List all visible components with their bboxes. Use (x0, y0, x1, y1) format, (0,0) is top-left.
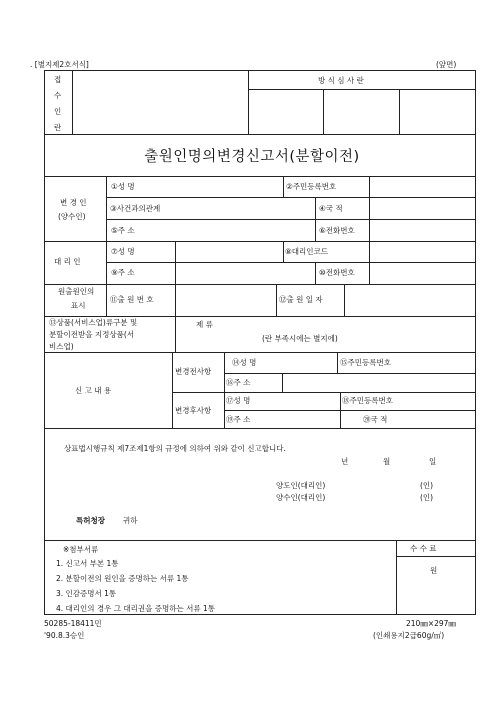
original-label-2: 표시 (71, 301, 86, 310)
goods-label-2: 분할이전받을 지정상품(서 (49, 330, 135, 339)
approval-date: '90.8.3승인 (44, 631, 85, 640)
before-change-label: 변경전사항 (175, 367, 212, 376)
after-name-label: ⑰성 명 (226, 396, 251, 405)
report-label: 신 고 내 용 (75, 386, 112, 395)
honorific: 귀하 (123, 516, 138, 525)
goods-note: (란 부족시에는 별지에) (262, 334, 338, 343)
fee-unit: 원 (430, 566, 438, 575)
paper-size: 210㎜×297㎜ (406, 619, 456, 628)
page-side-label: (앞면) (436, 60, 457, 69)
before-reg-label: ⑮주민등록번호 (340, 358, 391, 367)
form-code: 50285-18411민 (44, 619, 102, 628)
declaration-text: 상표법시행규칙 제7조제1항의 규정에 의하여 위와 같이 신고합니다. (64, 444, 286, 453)
date-day: 일 (429, 457, 437, 466)
attachment-item: 2. 분할이전의 원인을 증명하는 서류 1통 (56, 574, 189, 583)
app-no-label: ⑪출 원 번 호 (110, 295, 154, 304)
before-name-label: ⑭성 명 (232, 358, 257, 367)
form-number: . [별지제2호서식] (30, 60, 89, 69)
attachment-item: 1. 신고서 부본 1통 (56, 559, 119, 568)
applicant-relation-label: ③사건과의관계 (110, 204, 161, 213)
applicant-nationality-label: ④국 적 (319, 204, 343, 213)
goods-label-3: 비스업) (49, 342, 74, 351)
receipt-label-3: 인 (54, 107, 62, 116)
fee-label: 수 수 료 (410, 544, 437, 553)
goods-label-1: ⑬상품(서비스업)류구분 및 (49, 318, 138, 327)
agent-name-label: ⑦성 명 (111, 247, 135, 256)
original-label-1: 원출원인의 (58, 287, 95, 296)
receipt-label-4: 란 (54, 123, 62, 132)
receipt-label-2: 수 (54, 91, 62, 100)
applicant-address-label: ⑤주 소 (111, 226, 135, 235)
addressee: 특허청장 (76, 516, 105, 525)
review-label: 방 식 심 사 란 (318, 76, 364, 85)
after-address-label: ⑲주 소 (226, 415, 251, 424)
app-date-label: ⑫출 원 일 자 (279, 295, 323, 304)
applicant-name-label: ①성 명 (111, 182, 135, 191)
attachments-heading: ※첨부서류 (63, 545, 99, 554)
attachment-item: 4. 대리인의 경우 그 대리권을 증명하는 서류 1통 (56, 604, 216, 613)
applicant-label-1: 변 경 인 (60, 198, 87, 207)
date-year: 년 (341, 457, 349, 466)
assignor-label: 양도인(대리인) (276, 481, 326, 490)
assignee-seal: (인) (420, 493, 434, 502)
goods-class-label: 제 류 (196, 320, 213, 329)
paper-spec: (인쇄용지2급60g/㎡) (373, 631, 445, 640)
applicant-reg-label: ②주민등록번호 (286, 182, 337, 191)
applicant-label-2: (양수인) (58, 212, 86, 221)
assignor-seal: (인) (420, 481, 434, 490)
after-nationality-label: ⑳국 적 (363, 415, 388, 424)
agent-label: 대 리 인 (54, 257, 81, 266)
date-month: 월 (383, 457, 391, 466)
attachment-item: 3. 인감증명서 1통 (56, 589, 117, 598)
applicant-phone-label: ⑥전화번호 (319, 226, 355, 235)
form-title: 출원인명의변경신고서(분할이전) (144, 149, 360, 165)
agent-code-label: ⑧대리인코드 (285, 247, 328, 256)
before-address-label: ⑯주 소 (226, 378, 251, 387)
after-reg-label: ⑱주민등록번호 (342, 396, 393, 405)
after-change-label: 변경후사항 (175, 406, 212, 415)
receipt-label-1: 접 (54, 75, 62, 84)
assignee-label: 양수인(대리인) (276, 493, 326, 502)
agent-phone-label: ⑩전화번호 (319, 268, 355, 277)
agent-address-label: ⑨주 소 (111, 268, 135, 277)
